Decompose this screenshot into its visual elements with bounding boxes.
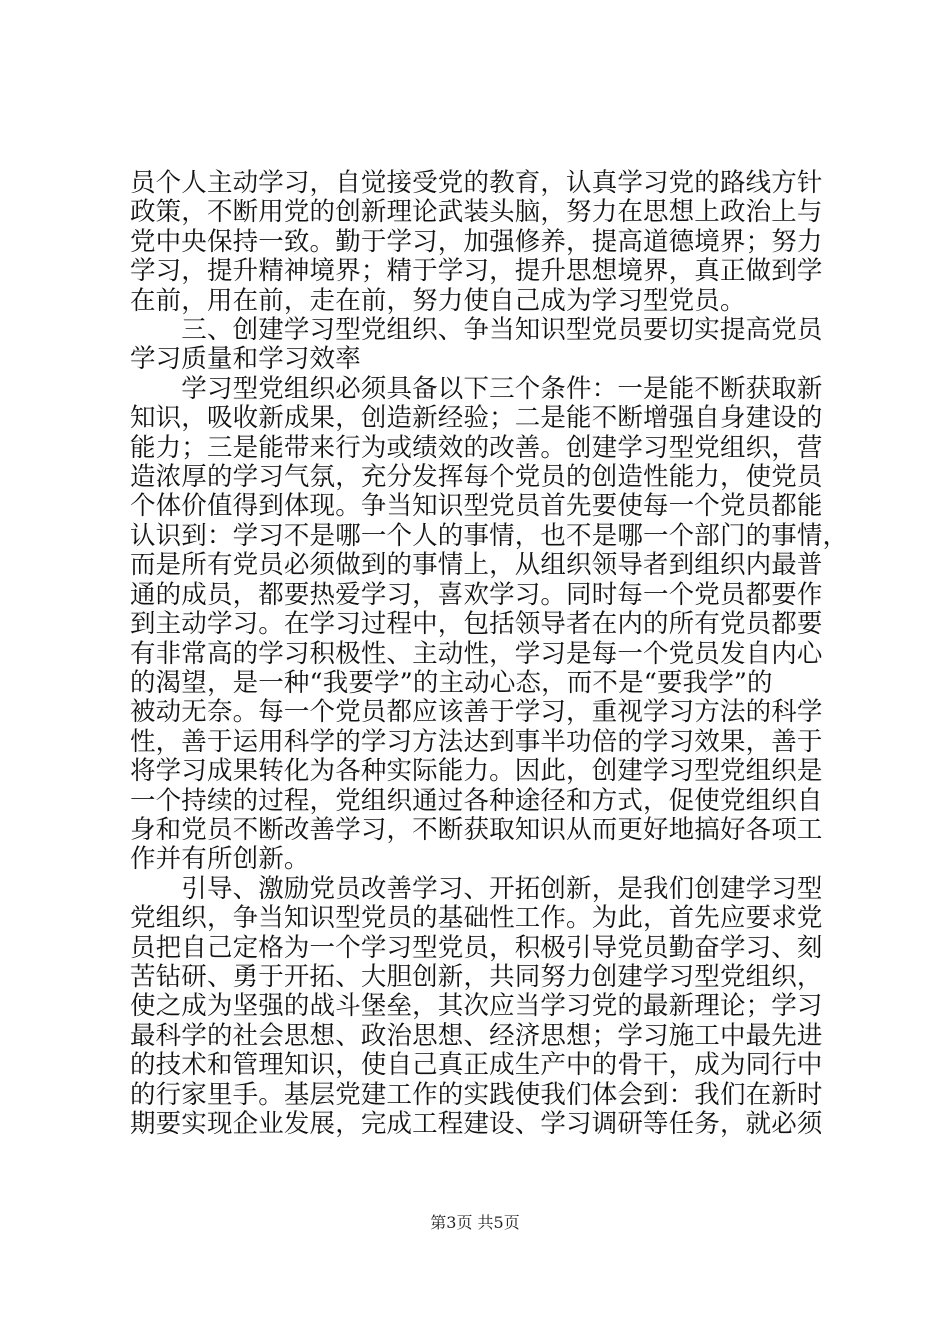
text-line: 苦钻研、勇于开拓、大胆创新，共同努力创建学习型党组织， <box>130 961 823 992</box>
text-line: 被动无奈。每一个党员都应该善于学习，重视学习方法的科学 <box>130 697 823 728</box>
text-line: 员把自己定格为一个学习型党员，积极引导党员勤奋学习、刻 <box>130 932 823 963</box>
text-line: 一个持续的过程，党组织通过各种途径和方式，促使党组织自 <box>130 785 823 816</box>
text-line: 在前，用在前，走在前，努力使自己成为学习型党员。 <box>130 285 746 316</box>
text-line: 学习型党组织必须具备以下三个条件：一是能不断获取新 <box>130 373 823 404</box>
text-line: 的技术和管理知识，使自己真正成生产中的骨干，成为同行中 <box>130 1050 823 1081</box>
page-number-total: 共5页 <box>477 1213 520 1232</box>
text-line: 的渴望，是一种“我要学”的主动心态，而不是“要我学”的 <box>130 667 773 698</box>
text-line: 而是所有党员必须做到的事情上，从组织领导者到组织内最普 <box>130 550 823 581</box>
text-line: 期要实现企业发展，完成工程建设、学习调研等任务，就必须 <box>130 1109 823 1139</box>
text-line: 使之成为坚强的战斗堡垒，其次应当学习党的最新理论；学习 <box>130 991 823 1022</box>
text-line: 知识，吸收新成果，创造新经验；二是能不断增强自身建设的 <box>130 403 823 434</box>
text-line: 通的成员，都要热爱学习，喜欢学习。同时每一个党员都要作 <box>130 579 823 610</box>
text-line: 性，善于运用科学的学习方法达到事半功倍的学习效果，善于 <box>130 726 823 757</box>
document-body <box>130 168 849 1139</box>
text-line: 员个人主动学习，自觉接受党的教育，认真学习党的路线方针 <box>130 168 823 198</box>
text-line: 三、创建学习型党组织、争当知识型党员要切实提高党员 <box>130 315 823 346</box>
text-line: 有非常高的学习积极性、主动性，学习是每一个党员发自内心 <box>130 638 823 669</box>
text-line: 学习质量和学习效率 <box>130 344 361 375</box>
text-line: 党组织，争当知识型党员的基础性工作。为此，首先应要求党 <box>130 903 823 934</box>
text-line: 的行家里手。基层党建工作的实践使我们体会到：我们在新时 <box>130 1079 823 1110</box>
text-line: 学习，提升精神境界；精于学习，提升思想境界，真正做到学 <box>130 256 823 287</box>
text-line: 将学习成果转化为各种实际能力。因此，创建学习型党组织是 <box>130 756 823 787</box>
text-line: 作并有所创新。 <box>130 844 310 875</box>
text-line: 造浓厚的学习气氛，充分发挥每个党员的创造性能力，使党员 <box>130 462 823 493</box>
text-line: 引导、激励党员改善学习、开拓创新，是我们创建学习型 <box>130 873 823 904</box>
text-line: 个体价值得到体现。争当知识型党员首先要使每一个党员都能 <box>130 491 823 522</box>
page-footer <box>0 1213 950 1233</box>
text-line: 到主动学习。在学习过程中，包括领导者在内的所有党员都要 <box>130 609 823 640</box>
text-line: 认识到：学习不是哪一个人的事情，也不是哪一个部门的事情， <box>130 520 849 551</box>
text-line: 能力；三是能带来行为或绩效的改善。创建学习型党组织，营 <box>130 432 823 463</box>
text-line: 身和党员不断改善学习，不断获取知识从而更好地搞好各项工 <box>130 814 823 845</box>
text-line: 党中央保持一致。勤于学习，加强修养，提高道德境界；努力 <box>130 226 823 257</box>
text-line: 最科学的社会思想、政治思想、经济思想；学习施工中最先进 <box>130 1020 823 1051</box>
text-line: 政策，不断用党的创新理论武装头脑，努力在思想上政治上与 <box>130 197 823 228</box>
page-number-current: 第3页 <box>430 1213 473 1232</box>
